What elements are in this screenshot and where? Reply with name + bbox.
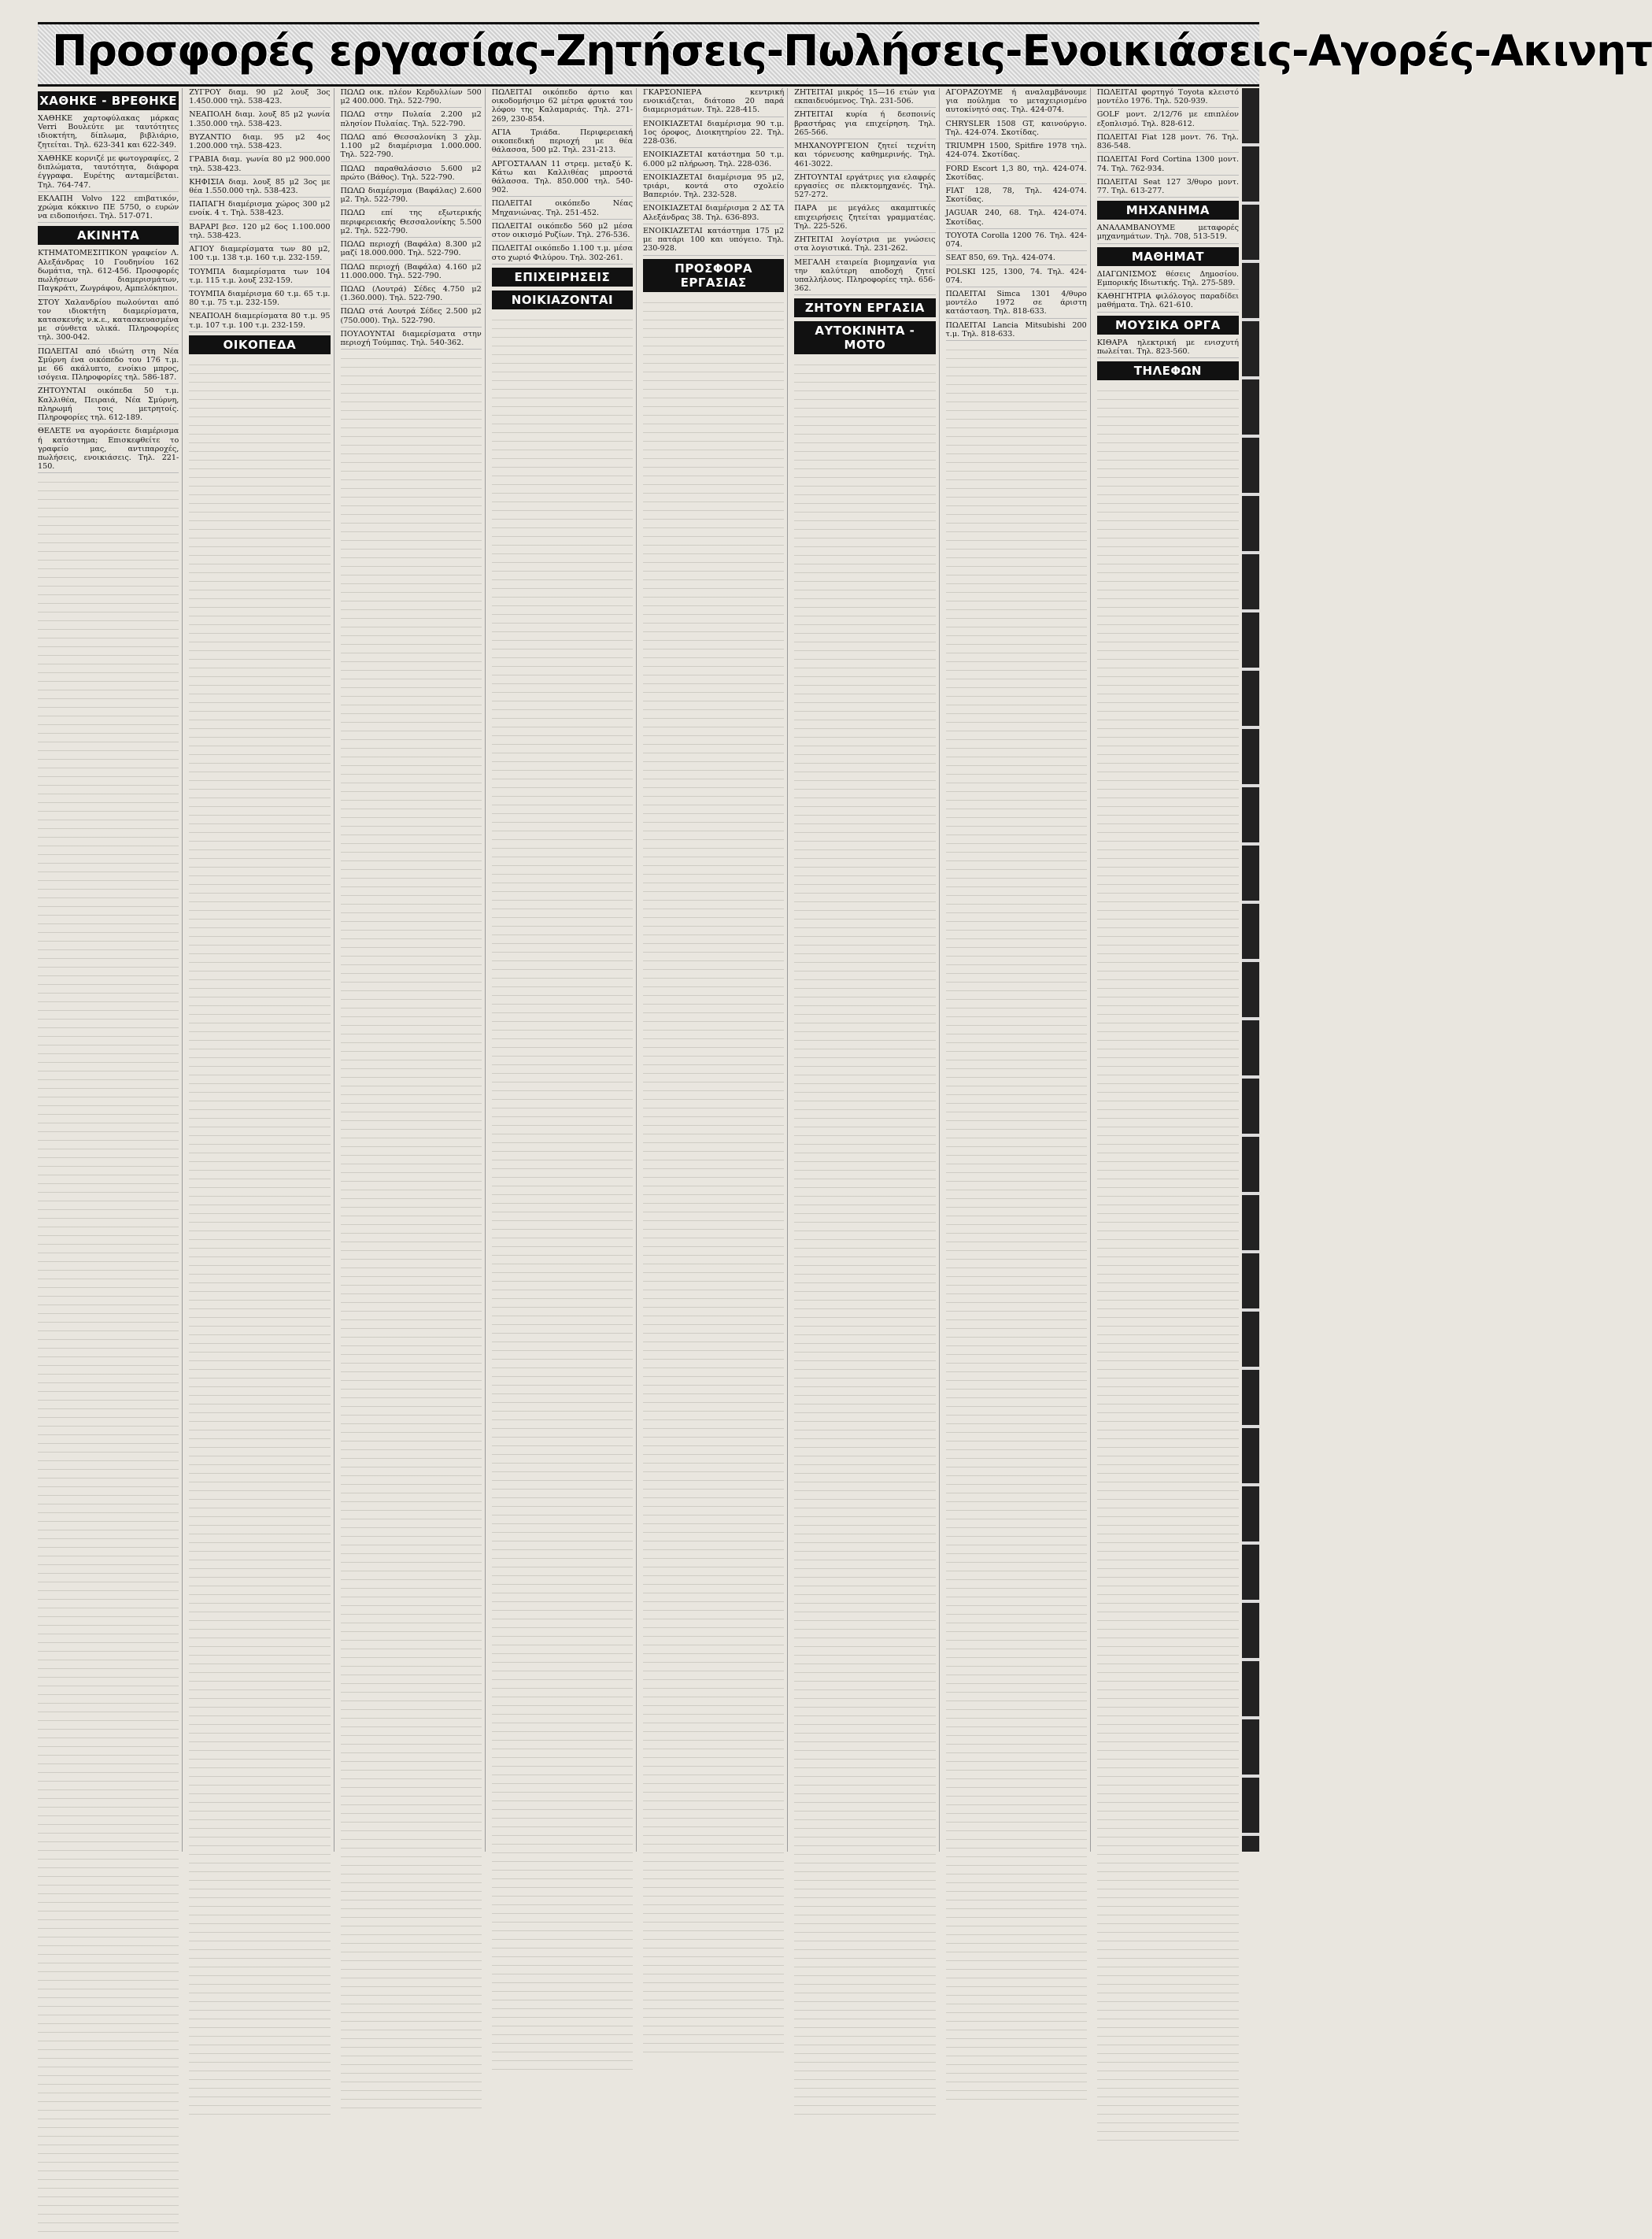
classified-ad: ΑΝΑΛΑΜΒΑΝΟΥΜΕ μεταφορές μηχανημάτων. Τηλ. 708, 513-519.: [1097, 224, 1239, 243]
classified-ad: ΠΩΛΩ οικ. πλέον Κερδυλλίων 500 μ2 400.000. Τηλ. 522-790.: [341, 88, 482, 108]
classified-ad: ΑΓΙΑ Τριάδα. Περιφερειακή οικοπεδική περιοχή με θέα θάλασσα, 500 μ2. Τηλ. 231-213.: [492, 128, 633, 157]
classified-ad: ΠΩΛΩ από Θεσσαλονίκη 3 χλμ. 1.100 μ2 διαμέρισμα 1.000.000. Τηλ. 522-790.: [341, 133, 482, 162]
classified-ad: ΠΑΡΑ με μεγάλες ακαμπτικές επιχειρήσεις ζητείται γραμματέας. Τηλ. 225-526.: [794, 204, 935, 233]
classified-ad: FORD Escort 1,3 80, τηλ. 424-074. Σκοτίδας.: [946, 165, 1087, 184]
classified-ad: ΑΡΓΟΣΤΑΛΑΝ 11 στρεμ. μεταξύ Κ. Κάτω και Καλλιθέας μπροστά θάλασσα. Τηλ. 850.000 τηλ. 540-902.: [492, 160, 633, 198]
classified-columns: [38, 88, 1242, 1852]
classified-ad: ΕΝΟΙΚΙΑΖΕΤΑΙ κατάστημα 175 μ2 με πατάρι 100 και υπόγειο. Τηλ. 230-928.: [643, 227, 784, 256]
section-real-estate: ΑΚΙΝΗΤΑ: [38, 226, 179, 245]
classified-ad: ΠΑΠΑΓΗ διαμέρισμα χώρος 300 μ2 ενοίκ. 4 τ. Τηλ. 538-423.: [189, 200, 330, 220]
section-mechanical: ΜΗΧΑΝΗΜΑ: [1097, 201, 1239, 220]
classified-ad: JAGUAR 240, 68. Τηλ. 424-074. Σκοτίδας.: [946, 209, 1087, 228]
classified-ad: ΠΩΛΕΙΤΑΙ φορτηγό Τοyota κλειστό μοντέλο 1976. Τηλ. 520-939.: [1097, 88, 1239, 108]
section-phones: ΤΗΛΕΦΩΝ: [1097, 361, 1239, 380]
classified-ad: ΕΝΟΙΚΙΑΖΕΤΑΙ διαμέρισμα 2 ΔΣ ΤΑ Αλεξάνδρας 38. Τηλ. 636-893.: [643, 204, 784, 224]
classified-ad: ΑΓΟΡΑΖΟΥΜΕ ή αναλαμβάνουμε για πούλημα το μεταχειρισμένο αυτοκίνητό σας. Τηλ. 424-074.: [946, 88, 1087, 117]
classified-ad: ΠΩΛΕΙΤΑΙ οικόπεδο 560 μ2 μέσα στον οικισμό Ρυζίων. Τηλ. 276-536.: [492, 222, 633, 242]
classified-ad: ΠΩΛΕΙΤΑΙ Lancia Mitsubishi 200 τ.μ. Τηλ. 818-633.: [946, 321, 1087, 341]
column-6: [794, 88, 939, 1852]
classified-ad: ΠΩΛΕΙΤΑΙ Fiat 128 μοντ. 76. Τηλ. 836-548.: [1097, 133, 1239, 153]
classified-ad: ΖΥΓΡΟΥ διαμ. 90 μ2 λουξ 3ος 1.450.000 τηλ. 538-423.: [189, 88, 330, 108]
classified-ad: ΠΩΛΕΙΤΑΙ Seat 127 3/θυρο μοντ. 77. Τηλ. 613-277.: [1097, 178, 1239, 198]
dense-text-filler: [794, 358, 935, 2122]
classified-ad: ΠΩΛΕΙΤΑΙ οικόπεδο 1.100 τ.μ. μέσα στο χωριό Φιλύρου. Τηλ. 302-261.: [492, 244, 633, 264]
classified-ad: ΖΗΤΕΙΤΑΙ λογίστρια με γνώσεις στα λογιστικά. Τηλ. 231-262.: [794, 235, 935, 255]
dense-text-filler: [38, 476, 179, 2239]
dense-text-filler: [1097, 384, 1239, 2148]
dense-text-filler: [946, 343, 1087, 2107]
column-1: [38, 88, 183, 1852]
section-job-wanted: ΖΗΤΟΥΝ ΕΡΓΑΣΙΑ: [794, 298, 935, 317]
dense-text-filler: [492, 313, 633, 2077]
classified-ad: ΠΩΛΩ παραθαλάσσιο 5.600 μ2 πρώτο (Βάθος). Τηλ. 522-790.: [341, 165, 482, 184]
classified-ad: ΔΙΑΓΩΝΙΣΜΟΣ θέσεις Δημοσίου. Εμπορικής Ιδιωτικής. Τηλ. 275-589.: [1097, 270, 1239, 290]
dense-text-filler: [643, 296, 784, 2060]
classified-ad: ΒΑΡΑΡΙ βεσ. 120 μ2 6ος 1.100.000 τηλ. 538-423.: [189, 223, 330, 242]
classified-ad: ΠΩΛΩ στά Λουτρά Σέδες 2.500 μ2 (750.000). Τηλ. 522-790.: [341, 307, 482, 327]
classified-ad: ΧΑΘΗΚΕ χαρτοφύλακας μάρκας Verri Βουλεύτε με ταυτότητες ιδιοκτήτη, δίπλωμα, βιβλιάριο, ζητείται. Τηλ. 623-341 και 622-349.: [38, 114, 179, 152]
section-music: ΜΟΥΣΙΚΑ ΟΡΓΑ: [1097, 316, 1239, 335]
classified-ad: ΖΗΤΟΥΝΤΑΙ εργάτριες για ελαφρές εργασίες σε πλεκτομηχανές. Τηλ. 527-272.: [794, 173, 935, 202]
classified-ad: ΧΑΘΗΚΕ κορνιζέ με φωτογραφίες, 2 διπλώματα, ταυτότητα, διάφορα έγγραφα. Ευρέτης ανταμείβεται. Τηλ. 764-747.: [38, 154, 179, 192]
classified-ad: ΚΗΦΙΣΙΑ διαμ. λουξ 85 μ2 3ος με θέα 1.550.000 τηλ. 538-423.: [189, 178, 330, 198]
banner-title: Προσφορές εργασίας-Ζητήσεις-Πωλήσεις-Ενοικιάσεις-Αγορές-Ακινητ: [52, 26, 1652, 76]
section-business: ΕΠΙΧΕΙΡΗΣΕΙΣ: [492, 268, 633, 287]
classified-ad: ΚΙΘΑΡΑ ηλεκτρική με ενισχυτή πωλείται. Τηλ. 823-560.: [1097, 339, 1239, 358]
classified-ad: ΤΟΥΜΠΑ διαμερίσματα των 104 τ.μ. 115 τ.μ. λουξ 232-159.: [189, 268, 330, 287]
classified-ad: ΠΩΛΕΙΤΑΙ από ιδιώτη στη Νέα Σμύρνη ένα οικόπεδο του 176 τ.μ. με 66 ακάλυπτο, ενοίκιο μπρος, ισόγεια. Πληροφορίες τηλ. 586-187.: [38, 347, 179, 385]
section-lost-found: ΧΑΘΗΚΕ - ΒΡΕΘΗΚΕ: [38, 91, 179, 110]
classified-ad: ΖΗΤΟΥΝΤΑΙ οικόπεδα 50 τ.μ. Καλλιθέα, Πειραιά, Νέα Σμύρνη, πληρωμή τοις μετρητοίς. Πληροφορίες τηλ. 612-189.: [38, 387, 179, 424]
classified-ad: ΘΕΛΕΤΕ να αγοράσετε διαμέρισμα ή κατάστημα; Επισκεφθείτε το γραφείο μας, αντιπαροχές, πωλήσεις, ενοικιάσεις. Τηλ. 221-150.: [38, 427, 179, 473]
classified-ad: ΕΚΛΑΠΗ Volvo 122 επιβατικόν, χρώμα κόκκινο ΠΕ 5750, ο ευρών να ειδοποιήσει. Τηλ. 517-071.: [38, 194, 179, 224]
classified-ad: ΠΩΛΕΙΤΑΙ Ford Cortina 1300 μοντ. 74. Τηλ. 762-934.: [1097, 155, 1239, 175]
classified-ad: ΠΩΛΩ περιοχή (Βαφάλα) 8.300 μ2 μαζί 18.000.000. Τηλ. 522-790.: [341, 240, 482, 260]
classified-ad: ΕΝΟΙΚΙΑΖΕΤΑΙ διαμέρισμα 90 τ.μ. 1ος όροφος, Διοικητηρίου 22. Τηλ. 228-036.: [643, 120, 784, 149]
classified-ad: GOLF μοντ. 2/12/76 με επιπλέον εξοπλισμό. Τηλ. 828-612.: [1097, 110, 1239, 130]
classified-ad: ΠΩΛΩ διαμέρισμα (Βαφάλας) 2.600 μ2. Τηλ. 522-790.: [341, 187, 482, 206]
section-rentals: ΝΟΙΚΙΑΖΟΝΤΑΙ: [492, 291, 633, 309]
section-job-offers: ΠΡΟΣΦΟΡΑ ΕΡΓΑΣΙΑΣ: [643, 259, 784, 292]
classified-ad: TRIUMPH 1500, Spitfire 1978 τηλ. 424-074. Σκοτίδας.: [946, 142, 1087, 161]
classified-ad: ΝΕΑΠΟΛΗ διαμερίσματα 80 τ.μ. 95 τ.μ. 107 τ.μ. 100 τ.μ. 232-159.: [189, 312, 330, 331]
classified-ad: ΕΝΟΙΚΙΑΖΕΤΑΙ διαμέρισμα 95 μ2, τριάρι, κοντά στο σχολείο Βαπεριόν. Τηλ. 232-528.: [643, 173, 784, 202]
adjacent-page-edge: [1242, 88, 1259, 1852]
classified-ad: ΤΟΥΜΠΑ διαμέρισμα 60 τ.μ. 65 τ.μ. 80 τ.μ. 75 τ.μ. 232-159.: [189, 290, 330, 309]
classified-ad: ΖΗΤΕΙΤΑΙ κυρία ή δεσποινίς βραστήρας για επιχείρηση. Τηλ. 265-566.: [794, 110, 935, 139]
classified-ad: ΕΝΟΙΚΙΑΖΕΤΑΙ κατάστημα 50 τ.μ. 6.000 μ2 πλήρωση. Τηλ. 228-036.: [643, 150, 784, 170]
classified-ad: SEAT 850, 69. Τηλ. 424-074.: [946, 254, 1087, 265]
dense-text-filler: [189, 358, 330, 2122]
classified-ad: ΠΩΛΕΙΤΑΙ οικόπεδο άρτιο και οικοδομήσιμο 62 μέτρα φρυκτά του λόφου της Καλαμαριάς. Τηλ. 271-269, 230-854.: [492, 88, 633, 126]
classified-ad: TOYOTA Corolla 1200 76. Τηλ. 424-074.: [946, 231, 1087, 251]
classified-ad: ΠΩΛΩ επί της εξωτερικής περιφερειακής Θεσσαλονίκης 5.500 μ2. Τηλ. 522-790.: [341, 209, 482, 238]
classified-ad: ΒΥΖΑΝΤΙΟ διαμ. 95 μ2 4ος 1.200.000 τηλ. 538-423.: [189, 133, 330, 153]
classified-ad: ΜΗΧΑΝΟΥΡΓΕΙΟΝ ζητεί τεχνίτη και τόρνευσης καθημερινής. Τηλ. 461-3022.: [794, 142, 935, 171]
classified-ad: ΓΚΑΡΣΟΝΙΕΡΑ κεντρική ενοικιάζεται, διάτοπο 20 παρά διαμερισμάτων. Τηλ. 228-415.: [643, 88, 784, 117]
section-lessons: ΜΑΘΗΜΑΤ: [1097, 247, 1239, 266]
classified-ad: ΑΓΙΟΥ διαμερίσματα των 80 μ2, 100 τ.μ. 138 τ.μ. 160 τ.μ. 232-159.: [189, 245, 330, 265]
classified-ad: ΠΩΛΩ περιοχή (Βαφάλα) 4.160 μ2 11.000.000. Τηλ. 522-790.: [341, 263, 482, 283]
column-8: [1097, 88, 1242, 1852]
dense-text-filler: [341, 352, 482, 2115]
classified-ad: ΚΤΗΜΑΤΟΜΕΣΙΤΙΚΟΝ γραφείον Λ. Αλεξάνδρας 10 Γουδηνίου 162 δωμάτια, τηλ. 612-456. Προσφορές πωλήσεων διαμερισμάτων, Παγκράτι, Ζωγράφου, Αμπελόκηποι.: [38, 249, 179, 295]
column-4: [492, 88, 637, 1852]
column-5: [643, 88, 788, 1852]
classified-ad: ΓΡΑΒΙΑ διαμ. γωνία 80 μ2 900.000 τηλ. 538-423.: [189, 155, 330, 175]
classified-ad: ΠΩΛΩ (Λουτρά) Σέδες 4.750 μ2 (1.360.000). Τηλ. 522-790.: [341, 285, 482, 305]
classified-ad: ΠΟΥΛΟΥΝΤΑΙ διαμερίσματα στην περιοχή Τούμπας. Τηλ. 540-362.: [341, 330, 482, 350]
section-land: ΟΙΚΟΠΕΔΑ: [189, 335, 330, 354]
classified-ad: POLSKI 125, 1300, 74. Τηλ. 424-074.: [946, 268, 1087, 287]
classified-ad: ΣΤΟΥ Χαλανδρίου πωλούνται από τον ιδιοκτήτη διαμερίσματα, κατασκευής ν.κ.ε., κατασκευασμένα με σύνθετα υλικά. Πληροφορίες τηλ. 300-042.: [38, 298, 179, 345]
classified-ad: FIAT 128, 78, Τηλ. 424-074. Σκοτίδας.: [946, 187, 1087, 206]
column-7: [946, 88, 1091, 1852]
section-cars-moto: ΑΥΤΟΚΙΝΗΤΑ - ΜΟΤΟ: [794, 321, 935, 354]
classified-ad: ΠΩΛΕΙΤΑΙ Simca 1301 4/θυρο μοντέλο 1972 σε άριστη κατάσταση. Τηλ. 818-633.: [946, 290, 1087, 319]
column-3: [341, 88, 486, 1852]
classified-ad: ΠΩΛΕΙΤΑΙ οικόπεδο Νέας Μηχανιώνας. Τηλ. 251-452.: [492, 199, 633, 219]
classified-ad: ΖΗΤΕΙΤΑΙ μικρός 15—16 ετών για εκπαιδευόμενος. Τηλ. 231-506.: [794, 88, 935, 108]
classified-ad: ΚΑΘΗΓΗΤΡΙΑ φιλόλογος παραδίδει μαθήματα. Τηλ. 621-610.: [1097, 292, 1239, 312]
column-2: [189, 88, 334, 1852]
classifieds-banner: [38, 22, 1652, 87]
classified-ad: CHRYSLER 1508 GT, καινούργιο. Τηλ. 424-074. Σκοτίδας.: [946, 120, 1087, 139]
classified-ad: ΜΕΓΑΛΗ εταιρεία βιομηχανία για την καλύτερη αποδοχή ζητεί υπαλλήλους. Πληροφορίες τηλ. 656-362.: [794, 258, 935, 296]
classified-ad: ΠΩΛΩ στην Πυλαία 2.200 μ2 πλησίον Πυλαίας. Τηλ. 522-790.: [341, 110, 482, 130]
classified-ad: ΝΕΑΠΟΛΗ διαμ. λουξ 85 μ2 γωνία 1.350.000 τηλ. 538-423.: [189, 110, 330, 130]
